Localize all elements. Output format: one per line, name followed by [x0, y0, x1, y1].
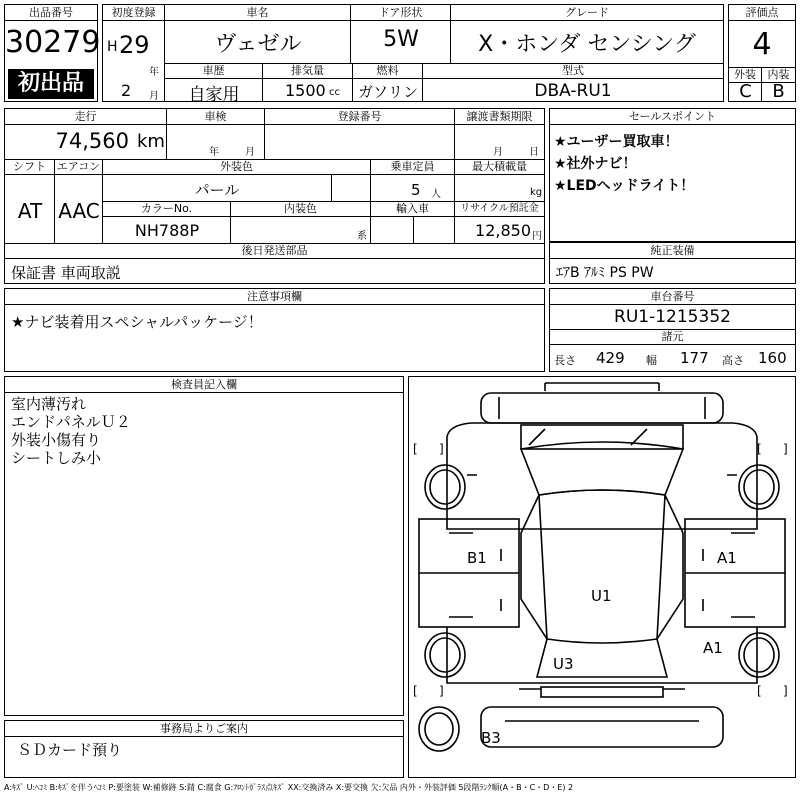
- interior-label: 内装: [762, 67, 795, 83]
- capacity-label: 乗車定員: [371, 159, 455, 175]
- lot-number: 30279: [5, 25, 101, 60]
- exterior-grade: C: [739, 81, 752, 102]
- load-unit: kg: [530, 187, 543, 198]
- inspection-label: 車検: [167, 109, 265, 125]
- recycle-fee: 12,850: [475, 221, 531, 240]
- chassis-number: RU1-1215352: [614, 307, 731, 327]
- first-listing-badge: 初出品: [8, 69, 94, 99]
- model-name: ヴェゼル: [214, 32, 302, 57]
- displacement-label: 排気量: [263, 63, 353, 79]
- import-label: 輸入車: [371, 201, 455, 217]
- inspection-year-unit: 年: [209, 147, 219, 158]
- svg-text:]: ]: [783, 684, 788, 698]
- exterior-label: 外装: [729, 67, 762, 83]
- lot-number-box: [4, 4, 101, 102]
- car-outline: [409, 377, 795, 777]
- later-parts: 保証書 車両取説: [11, 264, 121, 282]
- shift: AT: [17, 199, 43, 223]
- interior-grade: B: [772, 81, 785, 102]
- inspector-line: エンドパネルＵ２: [11, 413, 131, 431]
- score-label: 評価点: [729, 5, 795, 21]
- color: パール: [194, 181, 240, 199]
- svg-text:]: ]: [439, 684, 444, 698]
- history-label: 車歴: [165, 63, 263, 79]
- history: 自家用: [188, 85, 240, 105]
- grade: X・ホンダ センシング: [478, 32, 696, 57]
- width-label: 幅: [646, 354, 657, 367]
- sales-point: ★LEDヘッドライト！: [554, 178, 695, 194]
- inspector-line: 室内薄汚れ: [11, 395, 87, 413]
- office-label: 事務局よりご案内: [5, 721, 403, 737]
- svg-text:[: [: [757, 442, 762, 456]
- score-box: [728, 4, 796, 102]
- damage-legend: A:ｷｽﾞ U:ﾍｺﾐ B:ｷｽﾞを伴うﾍｺﾐ P:要塗装 W:補修跡 S:錆 C:腐食 G:ﾌﾛﾝﾄｶﾞﾗｽ点ｷｽﾞ XX:交換済み X:要交換 欠:欠品 内外・外装評価 5段階ﾗﾝｸ順(A・B・C・D・E) 2: [4, 783, 574, 792]
- plate-label: 登録番号: [265, 109, 455, 125]
- width: 177: [680, 349, 709, 367]
- svg-text:]: ]: [439, 442, 444, 456]
- mileage: 74,560: [55, 129, 129, 153]
- office-note: ＳＤカード預り: [17, 741, 123, 759]
- chassis-label: 車台番号: [550, 289, 795, 305]
- ac-label: エアコン: [55, 159, 103, 175]
- transfer-day-unit: 日: [529, 147, 539, 158]
- color-no: NH788P: [134, 221, 200, 240]
- notes-box: [4, 288, 545, 372]
- height: 160: [758, 349, 787, 367]
- inspection-month-unit: 月: [245, 147, 255, 158]
- damage-mark-b3: B3: [481, 729, 501, 747]
- type-label: 型式: [423, 63, 723, 79]
- details-box: [4, 108, 545, 284]
- capacity-unit: 人: [431, 189, 441, 200]
- damage-mark-a1: A1: [717, 549, 737, 567]
- sales-point: ★ユーザー買取車！: [554, 134, 679, 150]
- height-label: 高さ: [722, 354, 744, 367]
- score: 4: [752, 27, 772, 62]
- vehicle-header-box: [102, 4, 724, 105]
- transfer-month-unit: 月: [493, 147, 503, 158]
- door-label: ドア形状: [351, 5, 451, 21]
- svg-text:[: [: [413, 684, 418, 698]
- first-reg-label: 初度登録: [103, 5, 165, 21]
- notes-label: 注意事項欄: [5, 289, 544, 305]
- color-no-label: カラーNo.: [103, 201, 231, 217]
- era: H: [107, 39, 118, 55]
- recycle-unit: 円: [532, 231, 542, 242]
- load-label: 最大積載量: [455, 159, 544, 175]
- chassis-box: [549, 288, 796, 372]
- model-name-label: 車名: [165, 5, 351, 21]
- notes: ★ナビ装着用スペシャルパッケージ！: [11, 313, 263, 331]
- car-diagram: [408, 376, 796, 778]
- lot-number-label: 出品番号: [5, 5, 97, 21]
- month-unit: 月: [149, 91, 159, 102]
- first-reg-month: 2: [121, 81, 132, 100]
- vehicle-type: DBA-RU1: [534, 81, 612, 101]
- inspector-line: 外装小傷有り: [11, 431, 102, 449]
- damage-mark-b1: B1: [467, 549, 487, 567]
- displacement-unit: cc: [329, 87, 340, 98]
- inspector-label: 検査員記入欄: [5, 377, 403, 393]
- damage-mark-u1: U1: [591, 587, 612, 605]
- svg-text:]: ]: [783, 442, 788, 456]
- equipment: ｴｱB ｱﾙﾐ PS PW: [556, 265, 654, 281]
- damage-mark-a1-rear: A1: [703, 639, 723, 657]
- interior-color-unit: 系: [357, 231, 367, 242]
- length-label: 長さ: [554, 354, 576, 367]
- displacement: 1500: [285, 81, 326, 100]
- first-reg-year: 29: [119, 31, 150, 59]
- year-unit: 年: [149, 67, 159, 78]
- interior-color-label: 内装色: [231, 201, 371, 217]
- color-label: 外装色: [103, 159, 371, 175]
- mileage-label: 走行: [5, 109, 167, 125]
- svg-text:[: [: [413, 442, 418, 456]
- damage-mark-u3: U3: [553, 655, 574, 673]
- equipment-box: [549, 242, 796, 284]
- transfer-label: 譲渡書類期限: [455, 109, 544, 125]
- capacity: 5: [411, 181, 421, 199]
- spec-label: 諸元: [550, 329, 795, 345]
- office-box: [4, 720, 404, 778]
- length: 429: [596, 349, 625, 367]
- sales-point: ★社外ナビ！: [554, 156, 637, 172]
- sales-points-label: セールスポイント: [550, 109, 795, 125]
- shift-label: シフト: [5, 159, 55, 175]
- door-type: 5W: [383, 27, 419, 52]
- mileage-unit: km: [137, 131, 165, 152]
- inspector-line: シートしみ小: [11, 449, 102, 467]
- recycle-label: リサイクル預託金: [455, 201, 544, 217]
- equipment-label: 純正装備: [550, 243, 795, 259]
- fuel-label: 燃料: [353, 63, 423, 79]
- sales-points-box: [549, 108, 796, 242]
- ac: AAC: [58, 199, 100, 223]
- grade-label: グレード: [451, 5, 723, 21]
- later-label: 後日発送部品: [5, 243, 544, 259]
- inspector-box: [4, 376, 404, 716]
- fuel: ガソリン: [357, 83, 418, 101]
- svg-text:[: [: [757, 684, 762, 698]
